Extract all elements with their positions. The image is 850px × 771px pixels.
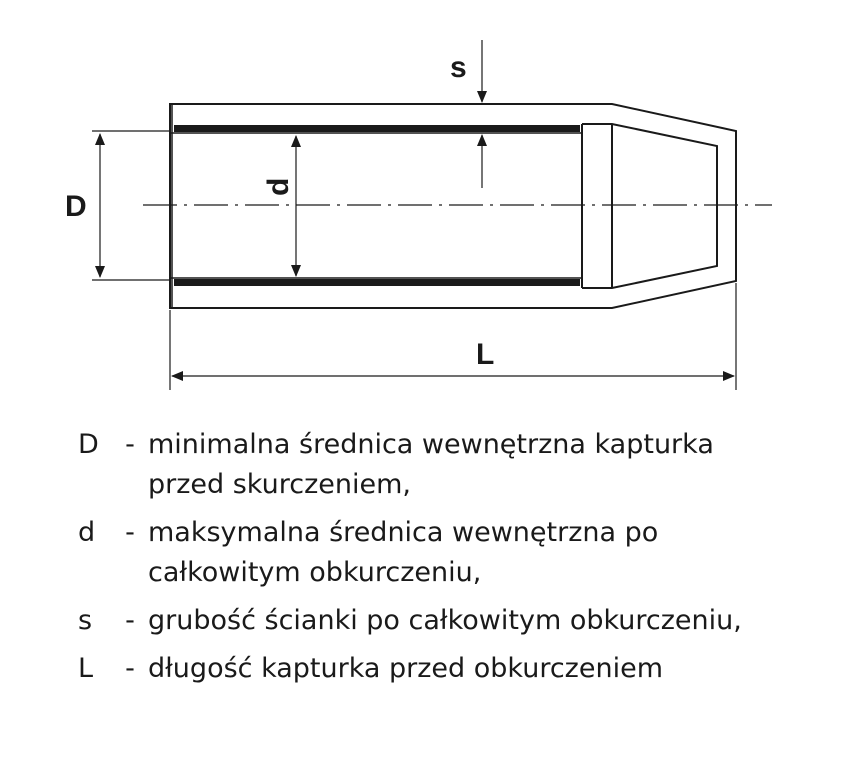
legend-separator: - (125, 517, 135, 548)
legend-separator: - (125, 605, 135, 636)
label-s: s (450, 51, 467, 84)
label-L: L (476, 338, 495, 371)
upper-wall (174, 125, 580, 132)
legend-symbol: s (78, 605, 93, 636)
legend-description: maksymalna średnica wewnętrzna po całkowitym obkurczeniu, (148, 517, 659, 588)
lower-wall (174, 279, 580, 286)
legend-symbol: L (78, 653, 94, 684)
legend-description: długość kapturka przed obkurczeniem (148, 653, 663, 684)
label-d: d (262, 177, 295, 196)
cap-body (170, 104, 736, 308)
legend-item (78, 601, 838, 641)
legend (78, 425, 838, 697)
legend-separator: - (125, 429, 135, 460)
legend-item (78, 649, 838, 689)
legend-description: minimalna średnica wewnętrzna kapturka przed skurczeniem, (148, 429, 714, 500)
legend-symbol: D (78, 429, 99, 460)
legend-symbol: d (78, 517, 96, 548)
label-D: D (65, 190, 87, 223)
legend-separator: - (125, 653, 135, 684)
legend-item (78, 425, 838, 505)
legend-item (78, 513, 838, 593)
legend-description: grubość ścianki po całkowitym obkurczeniu, (148, 605, 742, 636)
